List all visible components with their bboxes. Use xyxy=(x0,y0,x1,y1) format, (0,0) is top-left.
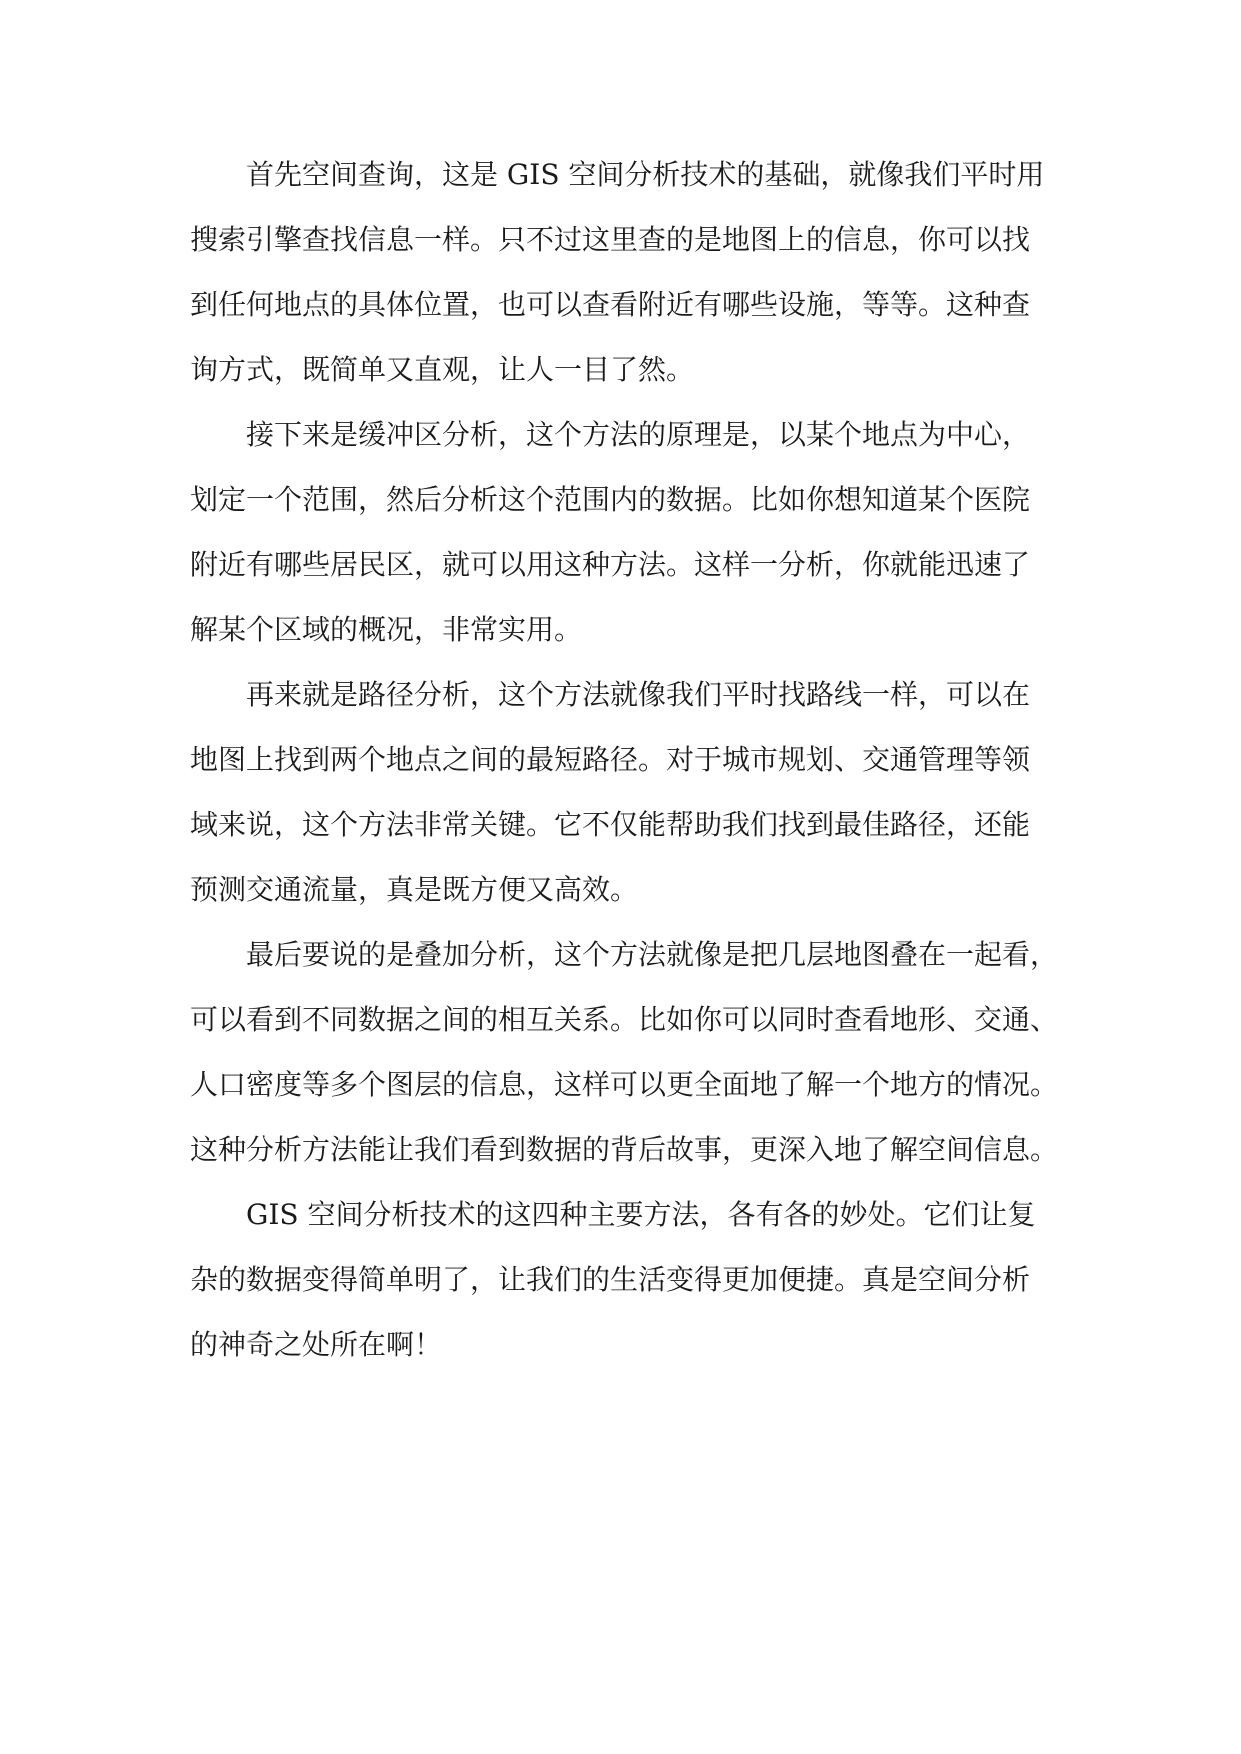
document-body xyxy=(190,142,1059,1377)
text-line: 接下来是缓冲区分析，这个方法的原理是，以某个地点为中心， xyxy=(246,418,1031,451)
text-line: 预测交通流量，真是既方便又高效。 xyxy=(190,873,639,906)
text-line: 这种分析方法能让我们看到数据的背后故事，更深入地了解空间信息。 xyxy=(190,1133,1059,1166)
text-line: 划定一个范围，然后分析这个范围内的数据。比如你想知道某个医院 xyxy=(190,483,1031,516)
text-line: 再来就是路径分析，这个方法就像我们平时找路线一样，可以在 xyxy=(246,678,1031,711)
text-line: 最后要说的是叠加分析，这个方法就像是把几层地图叠在一起看， xyxy=(246,938,1059,971)
text-line: 询方式，既简单又直观，让人一目了然。 xyxy=(190,353,695,386)
text-line: GIS 空间分析技术的这四种主要方法，各有各的妙处。它们让复 xyxy=(246,1198,1036,1231)
text-line: 解某个区域的概况，非常实用。 xyxy=(190,613,583,646)
text-line: 首先空间查询，这是 GIS 空间分析技术的基础，就像我们平时用 xyxy=(246,158,1045,191)
text-line: 地图上找到两个地点之间的最短路径。对于城市规划、交通管理等领 xyxy=(190,743,1031,776)
text-line: 附近有哪些居民区，就可以用这种方法。这样一分析，你就能迅速了 xyxy=(190,548,1031,581)
text-line: 人口密度等多个图层的信息，这样可以更全面地了解一个地方的情况。 xyxy=(190,1068,1059,1101)
text-line: 域来说，这个方法非常关键。它不仅能帮助我们找到最佳路径，还能 xyxy=(190,808,1031,841)
text-line: 搜索引擎查找信息一样。只不过这里查的是地图上的信息，你可以找 xyxy=(190,223,1031,256)
text-line: 到任何地点的具体位置，也可以查看附近有哪些设施，等等。这种查 xyxy=(190,288,1031,321)
text-line: 的神奇之处所在啊！ xyxy=(190,1328,443,1361)
text-line: 杂的数据变得简单明了，让我们的生活变得更加便捷。真是空间分析 xyxy=(190,1263,1031,1296)
text-line: 可以看到不同数据之间的相互关系。比如你可以同时查看地形、交通、 xyxy=(190,1003,1059,1036)
